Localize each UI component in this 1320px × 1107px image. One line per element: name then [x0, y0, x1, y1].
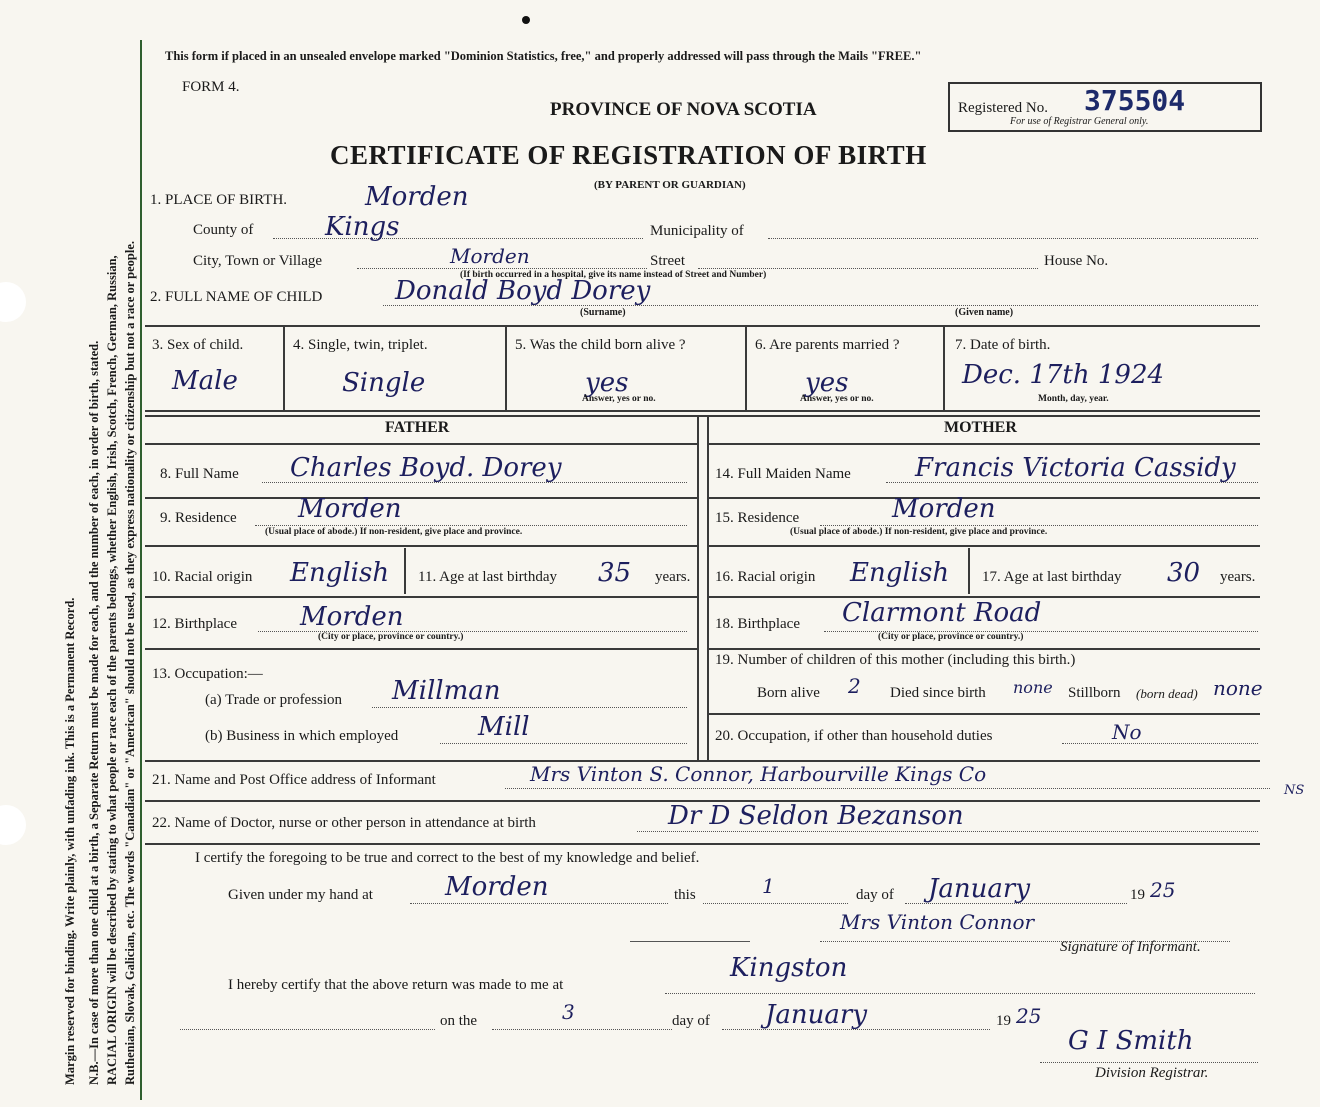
- registrar-statement: I hereby certify that the above return was made to me at: [228, 977, 564, 993]
- mother-racial-label: 16. Racial origin: [715, 569, 816, 585]
- hospital-note: (If birth occurred in a hospital, give its name instead of Street and Number): [460, 270, 767, 280]
- married-value: yes: [805, 368, 849, 398]
- given-place-value: Morden: [445, 872, 549, 902]
- margin-note-racial-cont: Ruthenian, Slovak, Galician, etc. The words "Canadian" or "American" should not be used, as they express nationality or citizenship but not a race or people.: [123, 240, 137, 1085]
- row3-div1: [283, 325, 285, 410]
- place-label: 1. PLACE OF BIRTH.: [150, 192, 288, 208]
- father-occupation-label: 13. Occupation:—: [152, 666, 263, 682]
- mother-birthplace-value: Clarmont Road: [842, 598, 1042, 628]
- mother-birthplace-note: (City or place, province or country.): [878, 632, 1024, 642]
- municipality-label: Municipality of: [650, 223, 744, 239]
- father-business-line: [440, 743, 687, 744]
- father-birthplace-value: Morden: [300, 602, 404, 632]
- father-trade-value: Millman: [392, 676, 501, 706]
- father-name-label: 8. Full Name: [160, 466, 239, 482]
- father-residence-line: [255, 525, 687, 526]
- child-name-label: 2. FULL NAME OF CHILD: [150, 289, 323, 305]
- plurality-label: 4. Single, twin, triplet.: [293, 337, 428, 353]
- registrar-year-prefix: 19: [996, 1013, 1011, 1029]
- mother-years: years.: [1220, 569, 1256, 585]
- mother-children-label: 19. Number of children of this mother (including this birth.): [715, 652, 1076, 668]
- doctor-value: Dr D Seldon Bezanson: [668, 801, 964, 831]
- surname-note: (Surname): [580, 307, 626, 318]
- registered-number: 375504: [1084, 84, 1186, 117]
- on-the-value-line: [492, 1029, 672, 1030]
- given-name-note: (Given name): [955, 307, 1014, 318]
- province: PROVINCE OF NOVA SCOTIA: [550, 99, 817, 120]
- city-label: City, Town or Village: [193, 253, 323, 269]
- cert-day-of-label: day of: [856, 887, 894, 903]
- father-name-value: Charles Boyd. Dorey: [290, 453, 562, 483]
- name-line-father: [145, 497, 697, 499]
- cert-year-prefix: 19: [1130, 887, 1145, 903]
- father-residence-value: Morden: [298, 494, 402, 524]
- informant-value-extra: NS: [1284, 783, 1305, 798]
- on-the-line: [180, 1029, 435, 1030]
- row3-div4: [943, 325, 945, 410]
- subtitle: (BY PARENT OR GUARDIAN): [594, 179, 746, 191]
- mother-heading: MOTHER: [944, 419, 1017, 436]
- alive-answer-note: Answer, yes or no.: [582, 394, 656, 404]
- on-the-value: 3: [562, 1000, 575, 1024]
- dob-label: 7. Date of birth.: [955, 337, 1051, 353]
- mother-name-value: Francis Victoria Cassidy: [915, 453, 1236, 483]
- married-answer-note: Answer, yes or no.: [800, 394, 874, 404]
- born-alive-value: 2: [848, 674, 861, 698]
- this-label: this: [674, 887, 696, 903]
- father-residence-label: 9. Residence: [160, 510, 237, 526]
- mother-age-label: 17. Age at last birthday: [982, 569, 1122, 585]
- parents-div-right: [707, 415, 709, 760]
- father-racial-label: 10. Racial origin: [152, 569, 253, 585]
- registered-note: For use of Registrar General only.: [1010, 116, 1149, 127]
- died-label: Died since birth: [890, 685, 986, 701]
- margin-note-racial: RACIAL ORIGIN will be described by stating to what people or race each of the parents belongs, whether English, Irish, Scotch, French, German, Russian,: [105, 255, 119, 1085]
- place-value: Morden: [365, 182, 469, 212]
- racial-line-father: [145, 596, 697, 598]
- informant-label: 21. Name and Post Office address of Informant: [152, 772, 436, 788]
- plurality-value: Single: [342, 368, 426, 398]
- informant-line: [505, 788, 1270, 789]
- street-line: [698, 268, 1038, 269]
- father-business-value: Mill: [478, 712, 530, 742]
- father-birthplace-note: (City or place, province or country.): [318, 632, 464, 642]
- registered-box: [948, 82, 1262, 132]
- child-name-value: Donald Boyd Dorey: [395, 276, 651, 306]
- stillborn-note: (born dead): [1136, 686, 1198, 701]
- racial-div-mother: [968, 548, 970, 594]
- racial-div-father: [404, 548, 406, 594]
- alive-label: 5. Was the child born alive ?: [515, 337, 686, 353]
- father-racial-value: English: [290, 558, 390, 588]
- residence-line-mother: [707, 545, 1260, 547]
- alive-value: yes: [585, 368, 629, 398]
- doctor-line: [637, 831, 1258, 832]
- father-age-label: 11. Age at last birthday: [418, 569, 557, 585]
- signature-line-informant: [630, 941, 750, 942]
- mail-notice: This form if placed in an unsealed envelope marked "Dominion Statistics, free," and properly addressed will pass through the Mails "FREE.": [165, 49, 922, 63]
- county-value: Kings: [325, 212, 400, 242]
- registrar-year-value: 25: [1016, 1004, 1042, 1028]
- mother-residence-note: (Usual place of abode.) If non-resident, give place and province.: [790, 527, 1048, 537]
- registrar-month-value: January: [765, 1000, 868, 1030]
- informant-signature-label: Signature of Informant.: [1060, 939, 1201, 955]
- mother-occupation-dots: [1062, 743, 1258, 744]
- binding-hole-bottom: [0, 805, 26, 845]
- mother-occupation-label: 20. Occupation, if other than household duties: [715, 728, 993, 744]
- father-birthplace-label: 12. Birthplace: [152, 616, 237, 632]
- row3-bottom-border: [145, 410, 1260, 412]
- residence-line-father: [145, 545, 697, 547]
- father-heading: FATHER: [385, 419, 450, 436]
- father-residence-note: (Usual place of abode.) If non-resident, give place and province.: [265, 527, 523, 537]
- mother-age-value: 30: [1167, 558, 1201, 588]
- died-value: none: [1013, 678, 1053, 697]
- row3-div2: [505, 325, 507, 410]
- mother-residence-value: Morden: [892, 494, 996, 524]
- mother-racial-value: English: [850, 558, 950, 588]
- father-trade-label: (a) Trade or profession: [205, 692, 343, 708]
- doctor-border: [145, 843, 1260, 845]
- heading-line-father: [145, 443, 697, 445]
- on-the-label: on the: [440, 1013, 478, 1029]
- given-label: Given under my hand at: [228, 887, 373, 903]
- page-title: CERTIFICATE OF REGISTRATION OF BIRTH: [330, 140, 927, 170]
- parents-div-left: [697, 415, 699, 760]
- street-label: Street: [650, 253, 685, 269]
- stillborn-label: Stillborn: [1068, 685, 1121, 701]
- margin-note-nb: N.B.—In case of more than one child at a birth, a Separate Return must be made for each, and the number of each, in order of birth, stated.: [87, 340, 101, 1085]
- row3-div3: [745, 325, 747, 410]
- municipality-line: [768, 238, 1258, 239]
- given-place-line: [410, 903, 668, 904]
- parents-top-border: [145, 415, 1260, 417]
- registrar-place-value: Kingston: [730, 953, 848, 983]
- mother-birthplace-label: 18. Birthplace: [715, 616, 800, 632]
- margin-notes: [50, 40, 145, 1105]
- cert-month-value: January: [928, 874, 1031, 904]
- mother-name-label: 14. Full Maiden Name: [715, 466, 851, 482]
- heading-line-mother: [707, 443, 1260, 445]
- stillborn-value: none: [1213, 676, 1263, 700]
- birthplace-line-father: [145, 648, 697, 650]
- dob-note: Month, day, year.: [1038, 394, 1109, 404]
- cert-year-value: 25: [1150, 878, 1176, 902]
- row3-top-border: [145, 325, 1260, 327]
- binding-hole-top: [0, 282, 26, 322]
- form-number: FORM 4.: [182, 79, 240, 95]
- registrar-signature-label: Division Registrar.: [1095, 1065, 1209, 1081]
- city-line: [357, 268, 647, 269]
- informant-signature: Mrs Vinton Connor: [840, 910, 1035, 934]
- mother-residence-line: [820, 525, 1258, 526]
- mother-occupation-value: No: [1112, 720, 1142, 744]
- registered-label: Registered No.: [958, 100, 1048, 116]
- father-trade-line: [372, 707, 687, 708]
- birthplace-line-mother: [707, 648, 1260, 650]
- registrar-day-of-label: day of: [672, 1013, 710, 1029]
- father-age-value: 35: [598, 558, 632, 588]
- registrar-signature-line: [1040, 1062, 1258, 1063]
- registrar-place-line: [665, 993, 1255, 994]
- father-years: years.: [655, 569, 691, 585]
- house-label: House No.: [1044, 253, 1109, 269]
- ink-dot: [522, 16, 530, 24]
- married-label: 6. Are parents married ?: [755, 337, 900, 353]
- margin-line: [140, 40, 142, 1100]
- certification-statement: I certify the foregoing to be true and correct to the best of my knowledge and belief.: [195, 850, 700, 866]
- this-value: 1: [762, 874, 775, 898]
- father-business-label: (b) Business in which employed: [205, 728, 399, 744]
- born-alive-label: Born alive: [757, 685, 820, 701]
- sex-label: 3. Sex of child.: [152, 337, 244, 353]
- county-label: County of: [193, 222, 254, 238]
- informant-value: Mrs Vinton S. Connor, Harbourville Kings Co: [530, 762, 987, 786]
- city-value: Morden: [450, 244, 530, 268]
- sex-value: Male: [172, 366, 238, 396]
- dob-value: Dec. 17th 1924: [962, 360, 1165, 390]
- mother-residence-label: 15. Residence: [715, 510, 800, 526]
- doctor-label: 22. Name of Doctor, nurse or other person in attendance at birth: [152, 815, 536, 831]
- this-line: [703, 903, 848, 904]
- margin-note-binding: Margin reserved for binding. Write plainly, with unfading ink. This is a Permanent Record.: [63, 597, 77, 1085]
- mother-occupation-line: [707, 713, 1260, 715]
- registrar-signature: G I Smith: [1068, 1026, 1194, 1056]
